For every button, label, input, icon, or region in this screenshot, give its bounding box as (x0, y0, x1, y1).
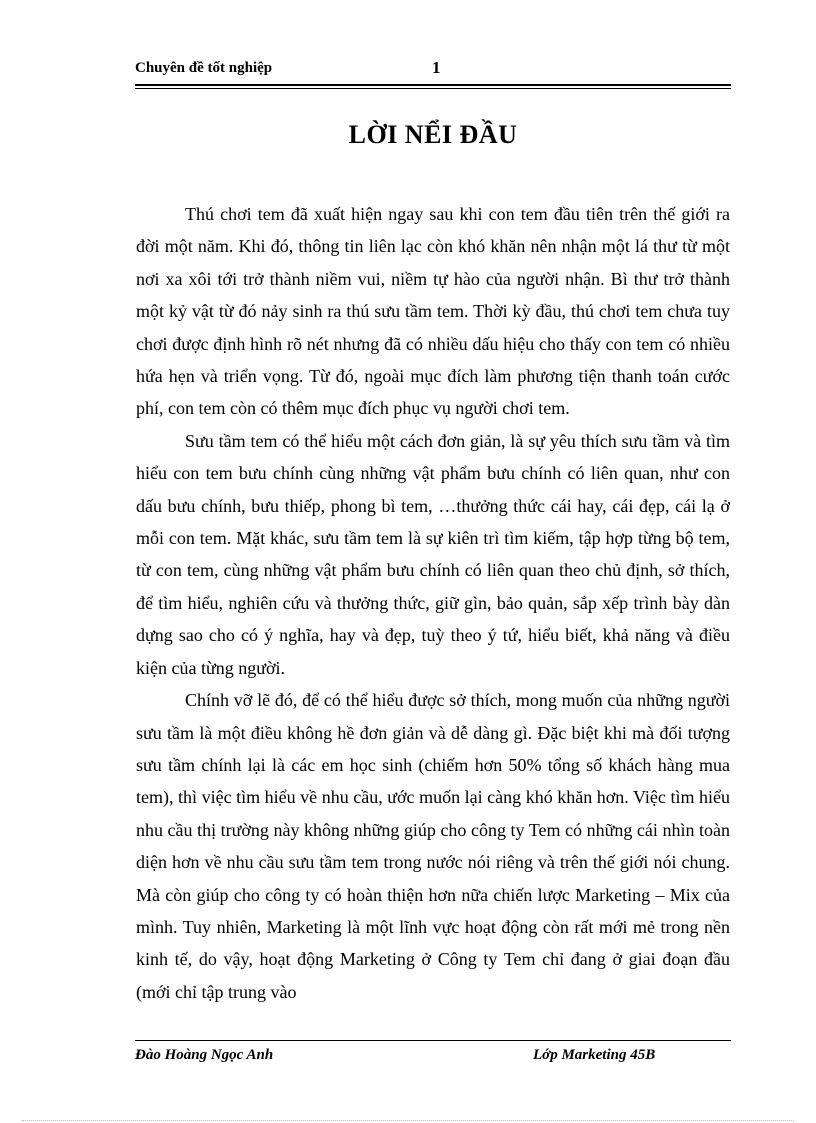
header-document-type: Chuyên đề tốt nghiệp (135, 60, 273, 76)
page-footer (135, 1047, 731, 1071)
page-break-line (22, 1120, 794, 1121)
paragraph-3: Chính vỡ lẽ đó, để có thể hiểu được sở thích, mong muốn của những người sưu tầm là một điều không hề đơn giản và dễ dàng gì. Đặc biệt khi mà đối tượng sưu tầm chính lại là các em học sinh (chiếm hơn 50% tổng số khách hàng mua tem), thì việc tìm hiểu về nhu cầu, ước muốn lại càng khó khăn hơn. Việc tìm hiểu nhu cầu thị trường này không những giúp cho công ty Tem có những cái nhìn toàn diện hơn về nhu cầu sưu tầm tem trong nước nói riêng và trên thế giới nói chung. Mà còn giúp cho công ty có hoàn thiện hơn nữa chiến lược Marketing – Mix của mình. Tuy nhiên, Marketing là một lĩnh vực hoạt động còn rất mới mẻ trong nền kinh tế, do vậy, hoạt động Marketing ở Công ty Tem chỉ đang ở giai đoạn đầu (mới chỉ tập trung vào (136, 690, 730, 1002)
page-title: LỜI NỂI ĐẦU (348, 120, 518, 149)
body-text (136, 198, 730, 1008)
footer-class: Lớp Marketing 45B (533, 1047, 656, 1063)
paragraph-2: Sưu tầm tem có thể hiểu một cách đơn giản, là sự yêu thích sưu tầm và tìm hiểu con tem bưu chính cùng những vật phẩm bưu chính có liên quan, như con dấu bưu chính, bưu thiếp, phong bì tem, …thưởng thức cái hay, cái đẹp, cái lạ ở mỗi con tem. Mặt khác, sưu tầm tem là sự kiên trì tìm kiếm, tập hợp từng bộ tem, từ con tem, cùng những vật phẩm bưu chính có liên quan theo chủ định, sở thích, để tìm hiểu, nghiên cứu và thưởng thức, giữ gìn, bảo quản, sắp xếp trình bày dàn dựng sao cho có ý nghĩa, hay và đẹp, tuỳ theo ý tứ, hiểu biết, khả năng và điều kiện của từng người. (136, 430, 730, 678)
footer-rule (135, 1040, 731, 1041)
header-rule-thin (135, 88, 731, 89)
header-rule-thick (135, 84, 731, 86)
paragraph-1: Thú chơi tem đã xuất hiện ngay sau khi con tem đầu tiên trên thế giới ra đời một năm. Khi đó, thông tin liên lạc còn khó khăn nên nhận một lá thư từ một nơi xa xôi tới trở thành niềm vui, niềm tự hào của người nhận. Bì thư trở thành một kỷ vật từ đó nảy sinh ra thú sưu tầm tem. Thời kỳ đầu, thú chơi tem chưa tuy chơi được định hình rõ nét nhưng đã có nhiều dấu hiệu cho thấy con tem có nhiều hứa hẹn và triển vọng. Từ đó, ngoài mục đích làm phương tiện thanh toán cước phí, con tem còn có thêm mục đích phục vụ người chơi tem. (136, 204, 730, 419)
page-header (135, 58, 731, 80)
page-number: 1 (432, 58, 441, 77)
footer-author: Đào Hoàng Ngọc Anh (135, 1047, 274, 1063)
